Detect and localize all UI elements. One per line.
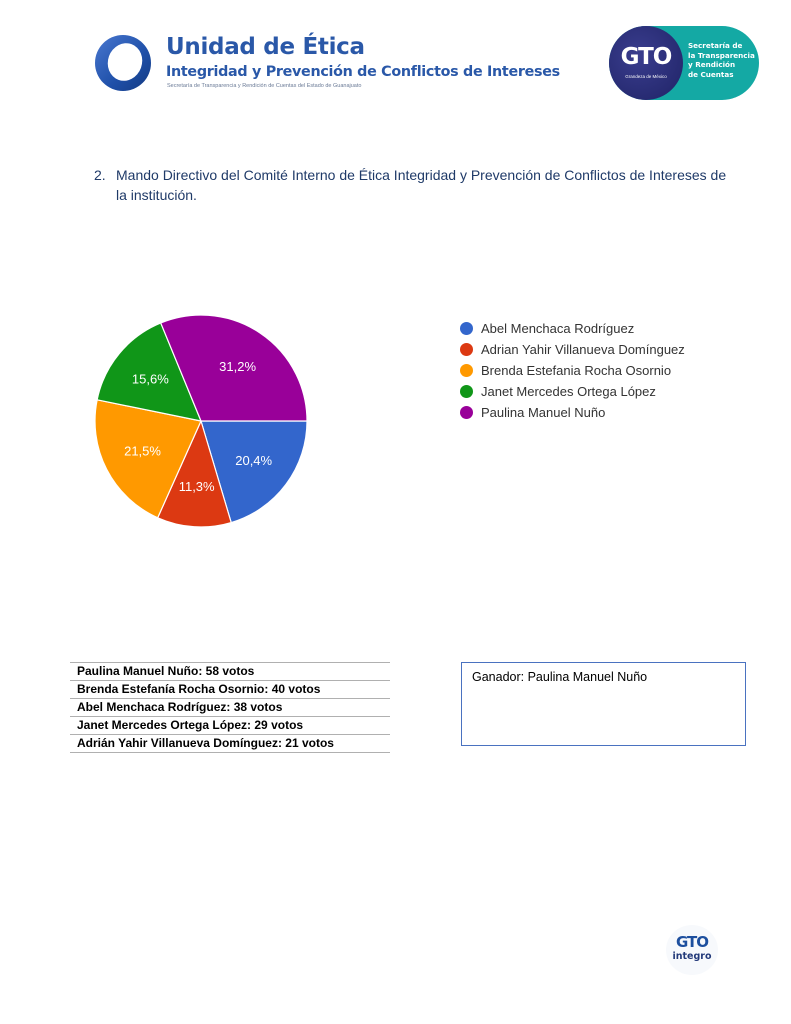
legend-item (460, 402, 685, 423)
vote-row: Abel Menchaca Rodríguez: 38 votos (70, 699, 390, 717)
legend-label: Janet Mercedes Ortega López (481, 384, 656, 399)
section-text: Mando Directivo del Comité Interno de Ética Integridad y Prevención de Conflictos de Intereses de la institución. (116, 167, 727, 203)
legend-item (460, 360, 685, 381)
pie-slices (95, 315, 307, 527)
gto-emblem (609, 26, 683, 100)
legend-label: Paulina Manuel Nuño (481, 405, 606, 420)
secretaria-name: Secretaría de la Transparencia y Rendición de Cuentas (688, 41, 755, 79)
pie-label-5: 31,2% (219, 358, 257, 374)
vote-row: Brenda Estefanía Rocha Osornio: 40 votos (70, 681, 390, 699)
gto-emblem-caption: Grandeza de México (625, 74, 667, 79)
legend-label: Abel Menchaca Rodríguez (481, 321, 635, 336)
pie-label-4: 15,6% (131, 371, 169, 387)
legend-dot-icon (460, 364, 473, 377)
ring-icon (92, 33, 156, 93)
vote-row: Adrián Yahir Villanueva Domínguez: 21 votos (70, 735, 390, 753)
logo-subtitle: Integridad y Prevención de Conflictos de Intereses (166, 64, 560, 80)
vote-row: Paulina Manuel Nuño: 58 votos (70, 663, 390, 681)
legend-item (460, 339, 685, 360)
unidad-etica-logo (92, 33, 560, 93)
legend-label: Brenda Estefania Rocha Osornio (481, 363, 672, 378)
winner-text: Ganador: Paulina Manuel Nuño (472, 670, 648, 684)
pie-label-1: 20,4% (235, 452, 273, 468)
votes-table (70, 662, 390, 753)
legend-dot-icon (460, 322, 473, 335)
legend-dot-icon (460, 385, 473, 398)
gto-emblem-text: GTO (620, 44, 672, 70)
logo-title: Unidad de Ética (166, 34, 365, 60)
section-number: 2. (94, 167, 106, 183)
vote-row: Janet Mercedes Ortega López: 29 votos (70, 717, 390, 735)
secretaria-logo (609, 26, 759, 100)
legend-dot-icon (460, 343, 473, 356)
footer-logo-gto: GTO (675, 933, 709, 951)
pie-label-2: 11,3% (178, 479, 215, 495)
footer-logo-integro: integro (672, 951, 712, 962)
logo-tagline: Secretaría de Transparencia y Rendición de Cuentas del Estado de Guanajuato (167, 83, 362, 89)
legend-dot-icon (460, 406, 473, 419)
legend-item (460, 381, 685, 402)
chart-legend (460, 318, 685, 423)
legend-item (460, 318, 685, 339)
winner-box (461, 662, 746, 746)
gto-integro-logo (666, 925, 718, 975)
pie-label-3: 21,5% (124, 443, 161, 459)
legend-label: Adrian Yahir Villanueva Domínguez (481, 342, 685, 357)
